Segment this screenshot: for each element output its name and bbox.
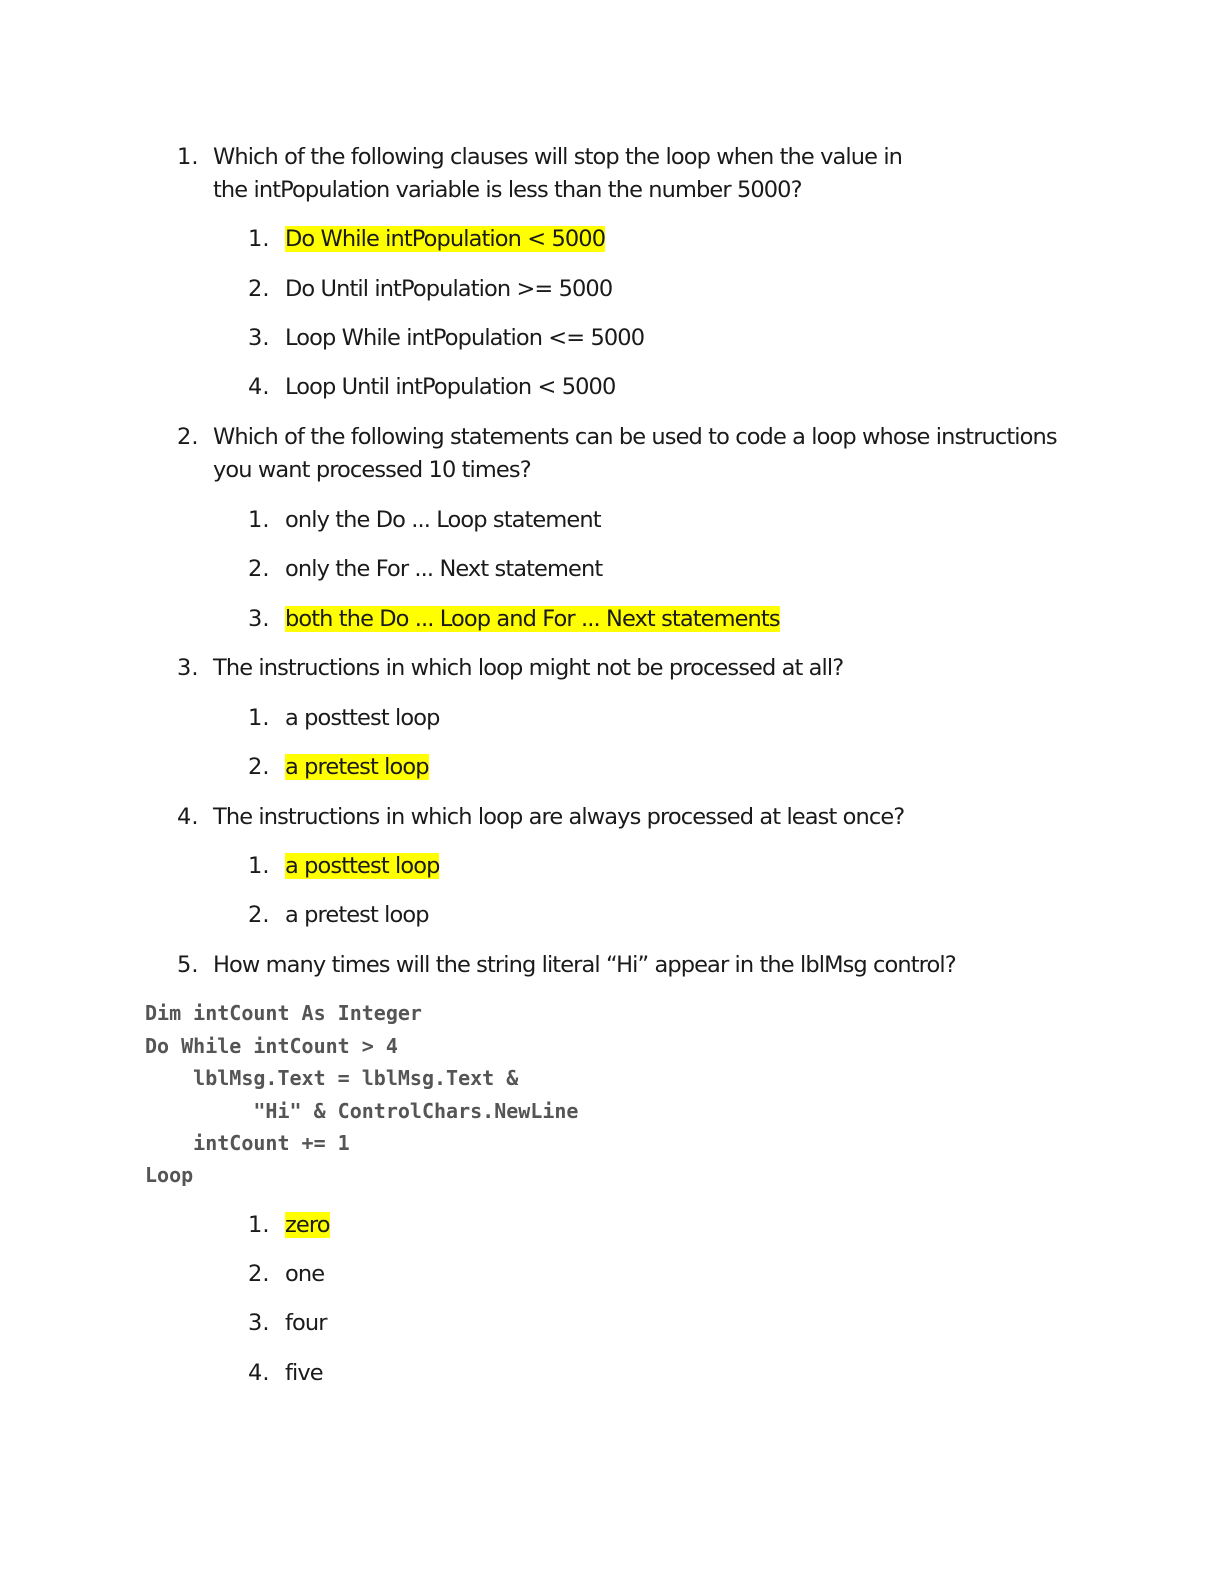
answer-number: 2.: [248, 754, 270, 780]
question-text: Which of the following clauses will stop the loop when the value in: [213, 144, 903, 170]
answer-text: only the For ... Next statement: [285, 556, 603, 582]
answer-text: Loop Until intPopulation < 5000: [285, 374, 616, 400]
answer-number: 2.: [248, 276, 270, 302]
answer-number: 1.: [248, 705, 270, 731]
question-number: 4.: [177, 804, 199, 830]
answer-number: 3.: [248, 1310, 270, 1336]
code-line: intCount += 1: [145, 1131, 350, 1155]
answer-text: one: [285, 1261, 325, 1287]
answer-number: 3.: [248, 606, 270, 632]
answer-text-highlighted: a posttest loop: [285, 853, 440, 879]
question-text: you want processed 10 times?: [213, 457, 531, 483]
question-text: the intPopulation variable is less than the number 5000?: [213, 177, 802, 203]
code-line: lblMsg.Text = lblMsg.Text &: [145, 1066, 519, 1090]
code-line: "Hi" & ControlChars.NewLine: [145, 1099, 579, 1123]
answer-text: only the Do ... Loop statement: [285, 507, 601, 533]
answer-number: 3.: [248, 325, 270, 351]
answer-text: a posttest loop: [285, 705, 440, 731]
answer-text-highlighted: both the Do ... Loop and For ... Next statements: [285, 606, 780, 632]
question-number: 2.: [177, 424, 199, 450]
answer-text: four: [285, 1310, 327, 1336]
answer-number: 1.: [248, 1212, 270, 1238]
question-text: The instructions in which loop might not be processed at all?: [213, 655, 844, 681]
question-text: The instructions in which loop are always processed at least once?: [213, 804, 905, 830]
answer-number: 2.: [248, 1261, 270, 1287]
answer-number: 4.: [248, 1360, 270, 1386]
answer-text: Loop While intPopulation <= 5000: [285, 325, 645, 351]
code-line: Do While intCount > 4: [145, 1034, 398, 1058]
answer-text: five: [285, 1360, 323, 1386]
question-text: How many times will the string literal “Hi” appear in the lblMsg control?: [213, 952, 956, 978]
answer-text: a pretest loop: [285, 902, 429, 928]
answer-number: 2.: [248, 902, 270, 928]
answer-number: 2.: [248, 556, 270, 582]
question-number: 1.: [177, 144, 199, 170]
answer-text-highlighted: zero: [285, 1212, 330, 1238]
question-text: Which of the following statements can be used to code a loop whose instructions: [213, 424, 1057, 450]
answer-number: 1.: [248, 507, 270, 533]
answer-number: 1.: [248, 853, 270, 879]
question-number: 3.: [177, 655, 199, 681]
answer-number: 4.: [248, 374, 270, 400]
answer-text-highlighted: Do While intPopulation < 5000: [285, 226, 606, 252]
question-number: 5.: [177, 952, 199, 978]
code-line: Loop: [145, 1163, 194, 1187]
answer-text-highlighted: a pretest loop: [285, 754, 429, 780]
answer-text: Do Until intPopulation >= 5000: [285, 276, 613, 302]
answer-number: 1.: [248, 226, 270, 252]
code-line: Dim intCount As Integer: [145, 1001, 422, 1025]
